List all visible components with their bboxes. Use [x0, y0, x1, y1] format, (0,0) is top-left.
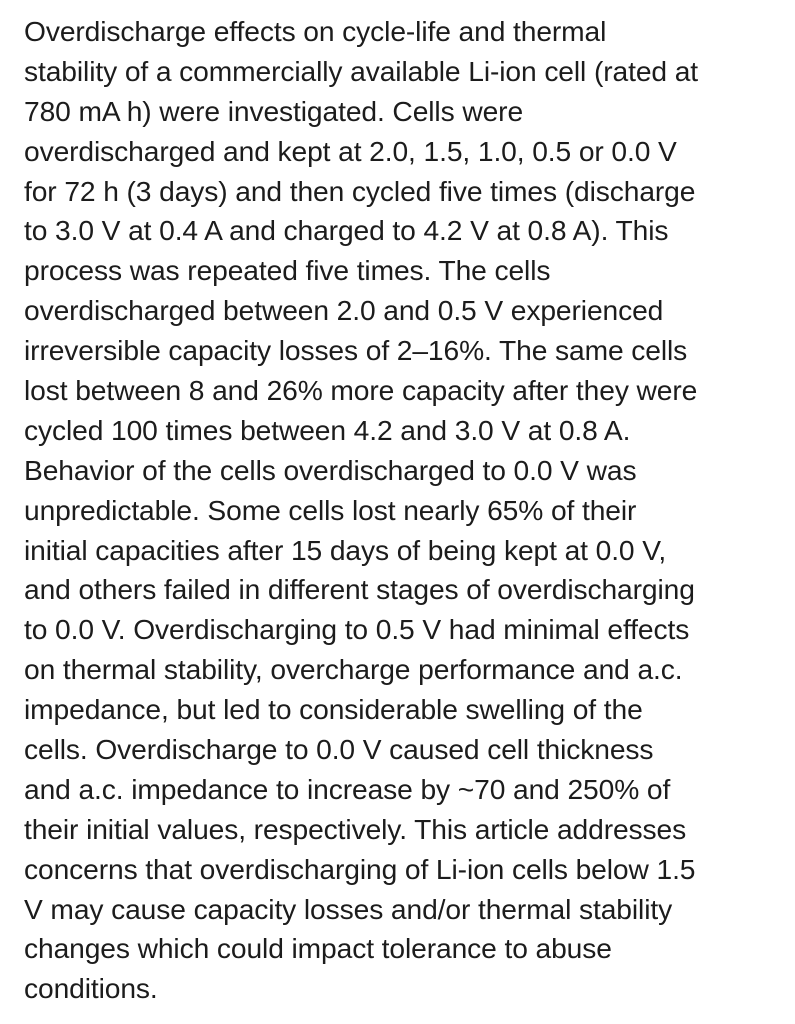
abstract-line: lost between 8 and 26% more capacity after they were: [24, 374, 698, 407]
abstract-line: and a.c. impedance to increase by ~70 and 250% of: [24, 772, 671, 805]
abstract-line: initial capacities after 15 days of being kept at 0.0 V,: [24, 533, 667, 566]
abstract-line: 780 mA h) were investigated. Cells were: [24, 94, 524, 127]
abstract-line: changes which could impact tolerance to abuse: [24, 932, 612, 965]
abstract-line: for 72 h (3 days) and then cycled five times (discharge: [24, 174, 696, 207]
abstract-line: V may cause capacity losses and/or thermal stability: [24, 892, 673, 925]
abstract-line: stability of a commercially available Li-ion cell (rated at: [24, 54, 699, 87]
abstract-line: Overdischarge effects on cycle-life and thermal: [24, 15, 607, 47]
abstract-line: impedance, but led to considerable swelling of the: [24, 693, 643, 726]
abstract-line: cells. Overdischarge to 0.0 V caused cell thickness: [24, 733, 654, 766]
abstract-line: overdischarged and kept at 2.0, 1.5, 1.0, 0.5 or 0.0 V: [24, 134, 677, 167]
abstract-line: to 3.0 V at 0.4 A and charged to 4.2 V at 0.8 A). This: [24, 214, 669, 247]
abstract-line: Behavior of the cells overdischarged to 0.0 V was: [24, 453, 637, 486]
abstract-line: unpredictable. Some cells lost nearly 65% of their: [24, 493, 637, 526]
abstract-line: overdischarged between 2.0 and 0.5 V experienced: [24, 294, 664, 327]
abstract-line: to 0.0 V. Overdischarging to 0.5 V had minimal effects: [24, 613, 690, 646]
abstract-line: conditions.: [24, 972, 158, 1005]
abstract-line: cycled 100 times between 4.2 and 3.0 V at 0.8 A.: [24, 413, 631, 446]
abstract-line: concerns that overdischarging of Li-ion cells below 1.5: [24, 852, 696, 885]
abstract-line: on thermal stability, overcharge performance and a.c.: [24, 653, 683, 686]
abstract-text: [24, 12, 779, 1009]
abstract-line: process was repeated five times. The cells: [24, 254, 551, 287]
abstract-line: their initial values, respectively. This article addresses: [24, 812, 687, 845]
abstract-line: and others failed in different stages of overdischarging: [24, 573, 695, 606]
abstract-line: irreversible capacity losses of 2–16%. The same cells: [24, 334, 688, 367]
